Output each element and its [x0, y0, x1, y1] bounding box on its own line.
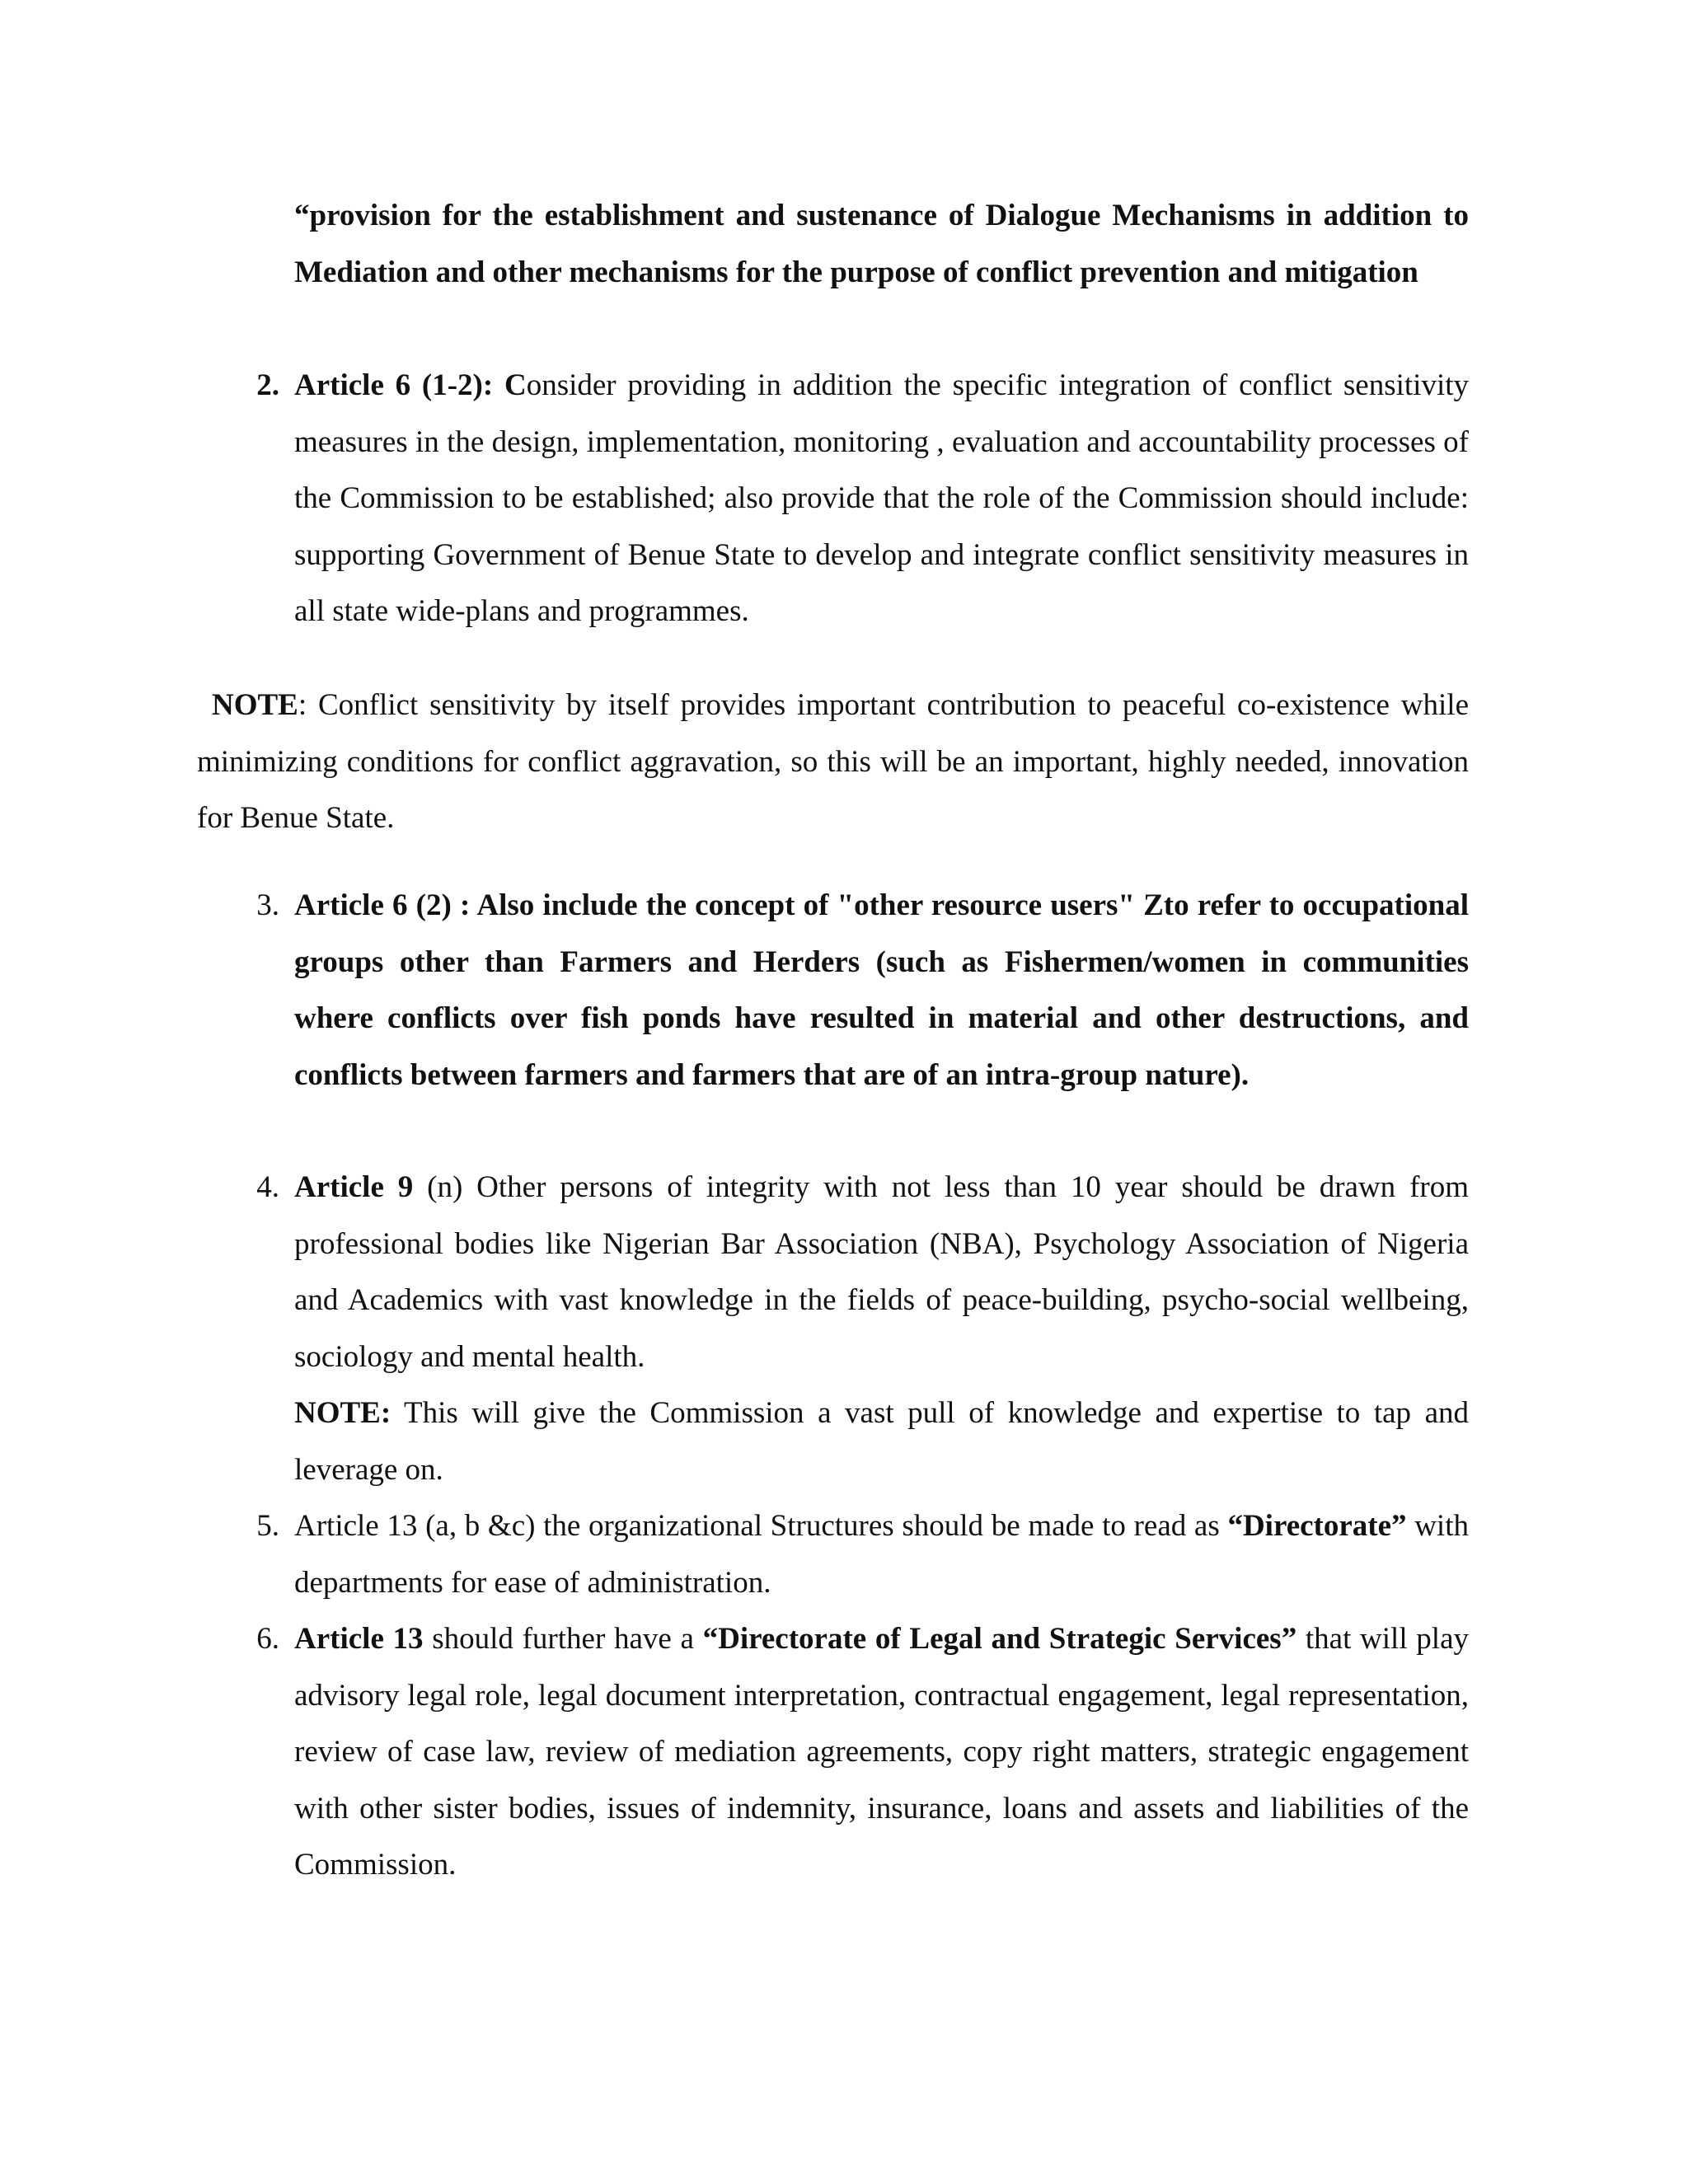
item-6-bold-term: “Directorate of Legal and Strategic Services”	[702, 1622, 1297, 1656]
item-5-number: 5.	[256, 1509, 279, 1543]
item-4-note-text: This will give the Commission a vast pull of knowledge and expertise to tap and leverage on.	[294, 1396, 1469, 1487]
item-3	[294, 878, 1469, 1104]
item-3-text: Article 6 (2) : Also include the concept of "other resource users" Zto refer to occupational groups other than Farmers and Herders (such as Fishermen/women in communities where conflicts over fish ponds have resulted in material and other destructions, and conflicts between farmers and farmers that are of an intra-group nature).	[294, 888, 1469, 1092]
item-6	[294, 1611, 1469, 1894]
item-5-tail: with departments for ease of administration.	[294, 1509, 1469, 1600]
item-2-lead: Article 6 (1-2): C	[294, 368, 527, 402]
item-3-number: 3.	[256, 888, 279, 922]
item-2-number: 2.	[256, 368, 279, 402]
item-6-mid: should further have a	[423, 1622, 703, 1656]
item-4-number: 4.	[256, 1170, 279, 1204]
item-1-continuation-text: “provision for the establishment and sustenance of Dialogue Mechanisms in addition to Mediation and other mechanisms for the purpose of conflict prevention and mitigation	[294, 199, 1469, 289]
item-2	[294, 358, 1469, 640]
item-4-lead: Article 9	[294, 1170, 414, 1204]
item-5-bold-term: “Directorate”	[1227, 1509, 1407, 1543]
item-4-note	[294, 1385, 1469, 1498]
item-4	[294, 1160, 1469, 1385]
note-label: NOTE	[212, 688, 298, 722]
item-6-number: 6.	[256, 1622, 279, 1656]
item-4-body: (n) Other persons of integrity with not less than 10 year should be drawn from professional bodies like Nigerian Bar Association (NBA), Psychology Association of Nigeria and Academics with vast knowledge in the fields of peace-building, psycho-social wellbeing, sociology and mental health.	[294, 1170, 1469, 1374]
item-4-note-label: NOTE:	[294, 1396, 392, 1430]
item-2-body: onsider providing in addition the specific integration of conflict sensitivity measures in the design, implementation, monitoring , evaluation and accountability processes of the Commission to be established; also provide that the role of the Commission should include: supporting Government of Benue State to develop and integrate conflict sensitivity measures in all state wide-plans and programmes.	[294, 368, 1470, 628]
note-text: : Conflict sensitivity by itself provides important contribution to peaceful co-existence while minimizing conditions for conflict aggravation, so this will be an important, highly needed, innovation for Benue State.	[197, 688, 1469, 835]
item-5	[294, 1498, 1469, 1611]
item-6-lead: Article 13	[294, 1622, 424, 1656]
item-6-tail: that will play advisory legal role, legal document interpretation, contractual engagement, legal representation, review of case law, review of mediation agreements, copy right matters, strategic engagement with other sister bodies, issues of indemnity, insurance, loans and assets and liabilities of the Commission.	[294, 1622, 1470, 1882]
item-5-body: Article 13 (a, b &c) the organizational Structures should be made to read as	[294, 1509, 1228, 1543]
note-paragraph	[197, 677, 1469, 847]
item-1-continuation	[294, 188, 1469, 301]
